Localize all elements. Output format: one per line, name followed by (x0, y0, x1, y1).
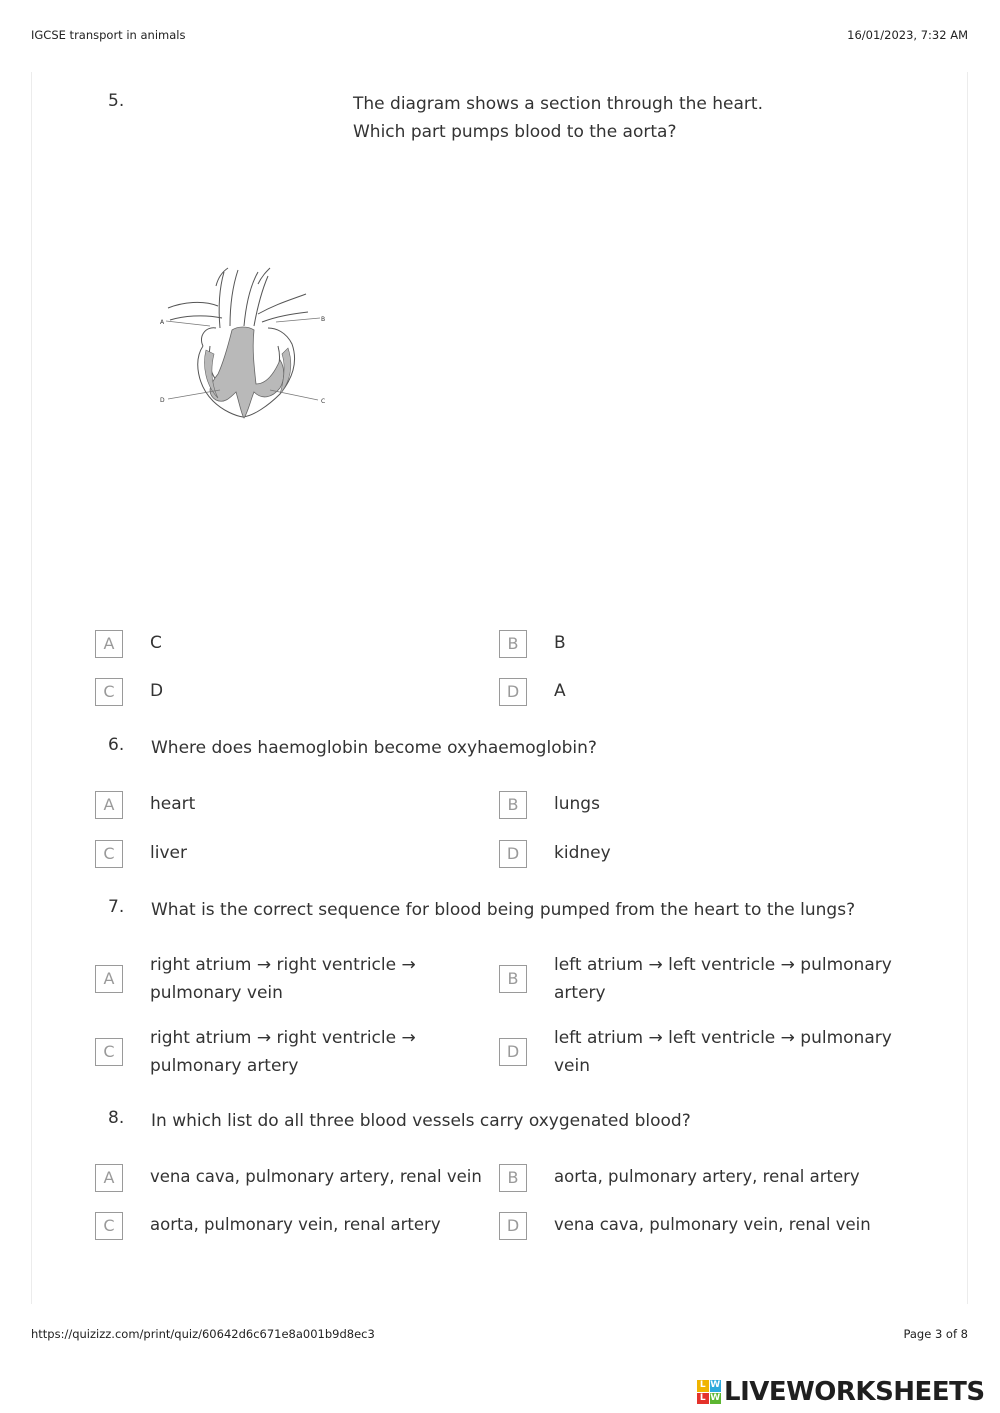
option-letter-box: A (95, 791, 123, 819)
answer-option-b[interactable] (499, 629, 919, 657)
question-text (353, 90, 763, 146)
option-letter-box: B (499, 965, 527, 993)
heart-section-diagram (158, 266, 330, 424)
option-text: aorta, pulmonary vein, renal artery (150, 1215, 441, 1234)
page-border-right (967, 72, 968, 1304)
answer-option-c[interactable] (95, 1211, 490, 1239)
answer-option-b[interactable] (499, 1163, 919, 1191)
option-letter-box: D (499, 1212, 527, 1240)
print-footer-url: https://quizizz.com/print/quiz/60642d6c671e8a001b9d8ec3 (31, 1327, 375, 1341)
option-letter-box: B (499, 630, 527, 658)
question-number: 8. (108, 1108, 125, 1128)
question-text: What is the correct sequence for blood being pumped from the heart to the lungs? (151, 900, 856, 920)
question-text: In which list do all three blood vessels carry oxygenated blood? (151, 1111, 691, 1131)
option-letter-box: B (499, 1164, 527, 1192)
answer-option-d[interactable] (499, 1024, 919, 1080)
option-text: liver (150, 843, 187, 863)
option-letter-box: C (95, 840, 123, 868)
question-number: 6. (108, 735, 125, 755)
print-footer-page-number: Page 3 of 8 (903, 1327, 968, 1341)
diagram-label: A (160, 319, 165, 326)
option-text: heart (150, 794, 196, 814)
option-text: D (150, 681, 164, 701)
answer-option-a[interactable] (95, 951, 475, 1007)
answer-option-a[interactable] (95, 1163, 490, 1191)
option-letter-box: A (95, 630, 123, 658)
option-letter-box: D (499, 678, 527, 706)
liveworksheets-wordmark: LIVEWORKSHEETS (724, 1377, 985, 1407)
question-text-line: The diagram shows a section through the heart. (353, 94, 763, 114)
option-letter-box: C (95, 1038, 123, 1066)
answer-option-c[interactable] (95, 677, 475, 705)
answer-option-b[interactable] (499, 951, 919, 1007)
option-text: lungs (554, 794, 600, 814)
question-text: Where does haemoglobin become oxyhaemoglobin? (151, 738, 597, 758)
answer-option-a[interactable] (95, 790, 475, 818)
option-letter-box: B (499, 791, 527, 819)
answer-option-d[interactable] (499, 677, 919, 705)
option-text: right atrium → right ventricle → pulmonary vein (150, 955, 416, 1003)
diagram-label: C (321, 398, 326, 405)
option-letter-box: D (499, 840, 527, 868)
option-text: kidney (554, 843, 611, 863)
option-text: A (554, 681, 566, 701)
question-number: 7. (108, 897, 125, 917)
answer-option-a[interactable] (95, 629, 475, 657)
answer-option-c[interactable] (95, 1024, 475, 1080)
print-header-title: IGCSE transport in animals (31, 28, 186, 42)
option-text: left atrium → left ventricle → pulmonary artery (554, 955, 892, 1003)
answer-option-d[interactable] (499, 1211, 919, 1239)
diagram-label: D (160, 397, 165, 404)
diagram-label: B (321, 316, 326, 323)
option-text: aorta, pulmonary artery, renal artery (554, 1167, 860, 1186)
option-letter-box: D (499, 1038, 527, 1066)
page-border-left (31, 72, 32, 1304)
option-text: B (554, 633, 566, 653)
liveworksheets-badge-icon: L W L W (697, 1380, 721, 1404)
option-letter-box: C (95, 1212, 123, 1240)
answer-option-b[interactable] (499, 790, 919, 818)
liveworksheets-logo (697, 1376, 985, 1408)
answer-option-c[interactable] (95, 839, 475, 867)
print-header-datetime: 16/01/2023, 7:32 AM (847, 28, 968, 42)
option-text: left atrium → left ventricle → pulmonary vein (554, 1028, 892, 1076)
option-letter-box: C (95, 678, 123, 706)
question-number: 5. (108, 91, 125, 111)
option-text: vena cava, pulmonary artery, renal vein (150, 1167, 482, 1186)
question-text-line: Which part pumps blood to the aorta? (353, 122, 677, 142)
option-letter-box: A (95, 965, 123, 993)
option-text: right atrium → right ventricle → pulmonary artery (150, 1028, 416, 1076)
option-text: vena cava, pulmonary vein, renal vein (554, 1215, 871, 1234)
option-text: C (150, 633, 162, 653)
answer-option-d[interactable] (499, 839, 919, 867)
option-letter-box: A (95, 1164, 123, 1192)
